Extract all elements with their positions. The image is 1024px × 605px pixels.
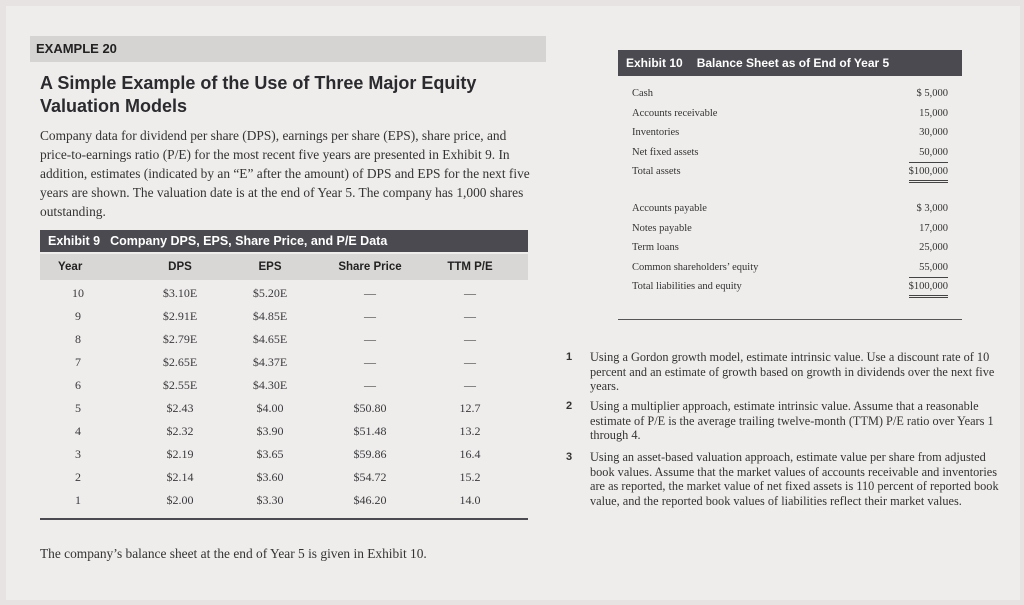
table-row [40,282,528,305]
cell-ttm-pe: — [464,378,476,392]
cell-eps: $5.20E [252,286,288,300]
col-header-eps: EPS [258,261,282,273]
table-row [40,351,528,374]
exhibit9-title: Company DPS, EPS, Share Price, and P/E Data [110,234,388,248]
cell-share-price: $46.20 [353,493,387,507]
cell-ttm-pe: — [464,332,476,346]
line-item-label: Accounts payable [632,203,707,214]
exhibit9-title-bar [40,230,528,252]
cell-dps: $2.32 [166,424,194,438]
exhibit10-number: Exhibit 10 [626,56,683,70]
col-header-year: Year [58,261,83,273]
cell-share-price: — [364,378,376,392]
cell-eps: $3.60 [256,470,284,484]
line-item-amount: 15,000 [919,107,948,119]
cell-share-price: — [364,309,376,323]
liability-row [632,219,948,239]
cell-ttm-pe: 13.2 [459,424,481,438]
table-row [40,328,528,351]
exhibit10-title-bar [618,50,962,76]
cell-dps: $3.10E [162,286,198,300]
cell-dps: $2.65E [162,355,198,369]
question-item [566,399,1006,443]
line-item-label: Inventories [632,127,680,138]
exhibit9-number: Exhibit 9 [48,234,101,248]
exhibit9-header-row [40,254,528,280]
table-row [40,466,528,489]
question-number: 1 [566,351,573,363]
table-row [40,374,528,397]
cell-eps: $4.30E [252,378,288,392]
cell-year: 7 [75,355,81,369]
cell-eps: $4.85E [252,309,288,323]
cell-dps: $2.79E [162,332,198,346]
cell-year: 10 [72,286,84,300]
liability-row [632,238,948,258]
table-row [40,489,528,512]
exhibit9-bottom-rule [40,518,528,520]
cell-share-price: $50.80 [353,401,387,415]
col-header-share-price: Share Price [338,261,402,273]
cell-ttm-pe: 16.4 [459,447,481,461]
liability-row [632,258,948,278]
closing-sentence: The company’s balance sheet at the end of Year 5 is given in Exhibit 10. [40,546,427,561]
table-row [40,420,528,443]
asset-row [632,162,948,182]
liability-row [632,199,948,219]
cell-dps: $2.55E [162,378,198,392]
line-item-amount: $ 5,000 [916,88,948,99]
asset-row [632,123,948,143]
question-item [566,350,1006,394]
line-item-label: Net fixed assets [632,146,699,158]
question-text: Using a Gordon growth model, estimate intrinsic value. Use a discount rate of 10 percent and an estimate of growth based on growth in dividends over the next five years. [590,350,995,393]
col-header-dps: DPS [168,261,192,273]
question-number: 3 [566,451,573,463]
line-item-amount: 30,000 [919,127,948,138]
cell-dps: $2.19 [166,447,194,461]
cell-ttm-pe: 15.2 [459,470,481,484]
example-title: A Simple Example of the Use of Three Major Equity Valuation Models [40,73,477,116]
line-item-amount: 17,000 [919,222,948,234]
line-item-label: Total liabilities and equity [632,281,742,292]
line-item-amount: $100,000 [909,162,948,183]
exhibit9-table-body [40,282,528,522]
asset-row [632,143,948,163]
cell-ttm-pe: 12.7 [459,401,481,415]
line-item-label: Cash [632,88,653,99]
cell-dps: $2.00 [166,493,194,507]
cell-dps: $2.14 [166,470,194,484]
line-item-label: Common shareholders’ equity [632,261,759,273]
cell-year: 3 [75,447,81,461]
cell-ttm-pe: — [464,286,476,300]
cell-eps: $3.65 [256,447,284,461]
cell-year: 9 [75,309,81,323]
asset-row [632,84,948,104]
cell-year: 2 [75,470,81,484]
table-row [40,443,528,466]
cell-share-price: $54.72 [353,470,387,484]
line-item-amount: $ 3,000 [916,203,948,214]
table-row [40,305,528,328]
line-item-amount: 25,000 [919,242,948,253]
line-item-label: Notes payable [632,222,692,234]
cell-eps: $4.37E [252,355,288,369]
question-text: Using an asset-based valuation approach, estimate value per share from adjusted book values. Assume that the market values of accounts receivable and inventories are as reported, the market value of net fixed assets is 110 percent of reported book value, and the reported book values of liabilities reflect their market values. [590,450,999,508]
example-label: EXAMPLE 20 [30,36,546,62]
asset-row [632,104,948,124]
cell-eps: $3.90 [256,424,284,438]
cell-share-price: $51.48 [353,424,387,438]
line-item-amount: $100,000 [909,277,948,298]
cell-year: 6 [75,378,81,392]
cell-year: 1 [75,493,81,507]
exhibit10-title: Balance Sheet as of End of Year 5 [696,56,890,70]
intro-paragraph: Company data for dividend per share (DPS), earnings per share (EPS), share price, and price-to-earnings ratio (P/E) for the most recent five years are presented in Exhibit 9. In addition, estimates (indicated by an “E” after the amount) of DPS and EPS for the next five years are shown. The valuation date is at the end of Year 5. The company has 1,000 shares outstanding. [40,128,530,219]
cell-year: 8 [75,332,81,346]
question-text: Using a multiplier approach, estimate intrinsic value. Assume that a reasonable estimate of P/E is the average trailing twelve-month (TTM) P/E ratio over Years 1 through 4. [590,399,994,442]
question-item [566,450,1006,508]
cell-dps: $2.43 [166,401,194,415]
cell-eps: $3.30 [256,493,284,507]
col-header-ttm-pe: TTM P/E [447,261,493,273]
exhibit10-bottom-rule [618,319,962,320]
cell-eps: $4.65E [252,332,288,346]
cell-share-price: — [364,286,376,300]
line-item-amount: 55,000 [919,261,948,273]
cell-eps: $4.00 [256,401,284,415]
cell-share-price: $59.86 [353,447,387,461]
cell-share-price: — [364,332,376,346]
question-number: 2 [566,400,573,412]
line-item-amount: 50,000 [919,146,948,158]
line-item-label: Total assets [632,166,681,177]
cell-year: 4 [75,424,81,438]
textbook-page [6,6,1020,600]
cell-ttm-pe: — [464,355,476,369]
line-item-label: Accounts receivable [632,107,718,119]
line-item-label: Term loans [632,242,679,253]
cell-ttm-pe: 14.0 [459,493,481,507]
cell-ttm-pe: — [464,309,476,323]
liability-row [632,277,948,297]
cell-year: 5 [75,401,81,415]
cell-share-price: — [364,355,376,369]
table-row [40,397,528,420]
cell-dps: $2.91E [162,309,198,323]
